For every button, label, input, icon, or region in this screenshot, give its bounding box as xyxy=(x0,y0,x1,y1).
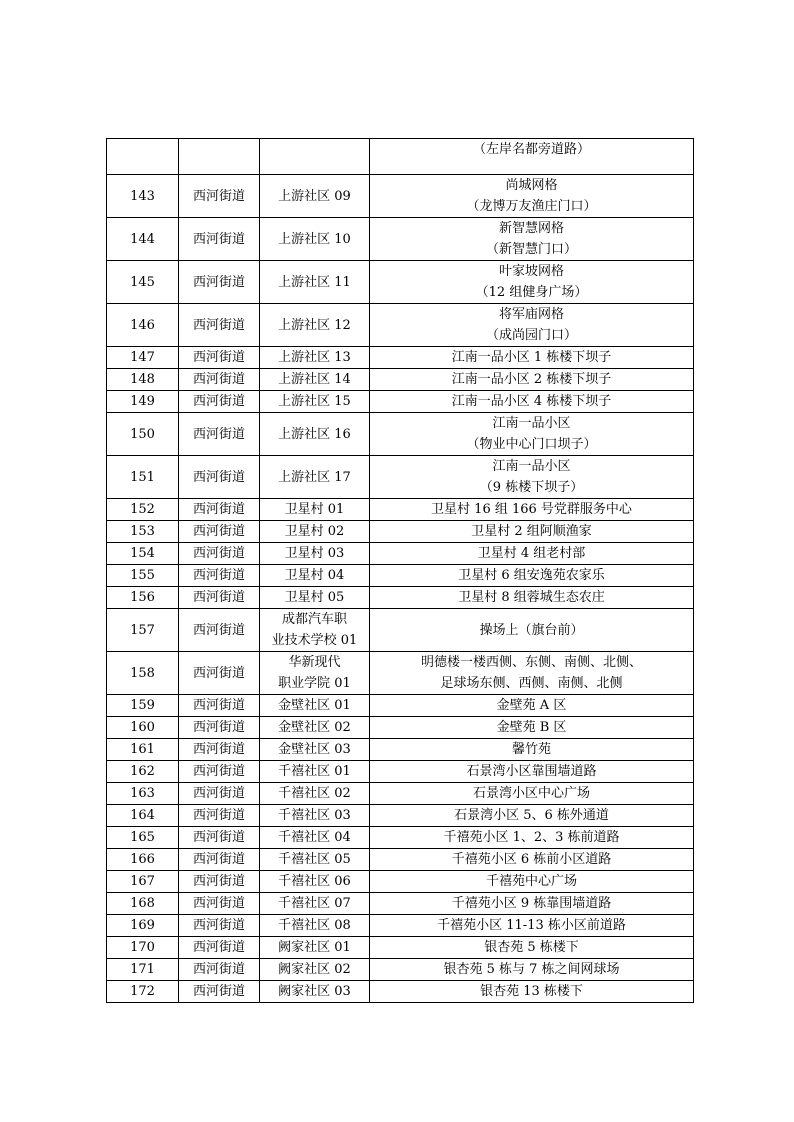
location-cell xyxy=(370,871,694,893)
street-cell: 西河街道 xyxy=(179,849,260,871)
street-cell: 西河街道 xyxy=(179,805,260,827)
street-cell: 西河街道 xyxy=(179,783,260,805)
table-row xyxy=(107,413,694,456)
row-number: 169 xyxy=(107,915,179,937)
location-cell-line: 卫星村 6 组安逸苑农家乐 xyxy=(458,568,605,583)
location-cell xyxy=(370,413,694,456)
row-number: 143 xyxy=(107,175,179,218)
row-number: 149 xyxy=(107,391,179,413)
location-cell-line: 石景湾小区中心广场 xyxy=(472,786,590,801)
community-cell: 上游社区 11 xyxy=(260,261,370,304)
table-row xyxy=(107,543,694,565)
street-cell: 西河街道 xyxy=(179,347,260,369)
location-cell-line: （成尚园门口） xyxy=(485,328,577,343)
location-cell-line: 千禧苑小区 9 栋靠围墙道路 xyxy=(451,896,612,911)
table-row xyxy=(107,218,694,261)
site-table-body xyxy=(107,139,694,1003)
location-cell-line: （左岸名都旁道路） xyxy=(472,142,590,157)
location-cell xyxy=(370,893,694,915)
location-cell xyxy=(370,218,694,261)
location-cell-line: （物业中心门口坝子） xyxy=(466,437,597,452)
row-number: 164 xyxy=(107,805,179,827)
table-row xyxy=(107,805,694,827)
location-cell xyxy=(370,739,694,761)
location-cell xyxy=(370,456,694,499)
location-cell xyxy=(370,849,694,871)
location-cell-line: 江南一品小区 xyxy=(492,416,571,431)
row-number: 148 xyxy=(107,369,179,391)
table-row xyxy=(107,565,694,587)
table-row xyxy=(107,893,694,915)
location-cell-line: 馨竹苑 xyxy=(511,742,551,757)
location-cell xyxy=(370,805,694,827)
street-cell: 西河街道 xyxy=(179,871,260,893)
location-cell-line: 千禧苑中心广场 xyxy=(485,874,577,889)
row-number: 162 xyxy=(107,761,179,783)
table-row xyxy=(107,261,694,304)
street-cell: 西河街道 xyxy=(179,959,260,981)
street-cell: 西河街道 xyxy=(179,218,260,261)
street-cell: 西河街道 xyxy=(179,369,260,391)
community-cell: 卫星村 01 xyxy=(260,499,370,521)
street-cell: 西河街道 xyxy=(179,565,260,587)
location-cell xyxy=(370,391,694,413)
location-cell xyxy=(370,499,694,521)
row-number: 154 xyxy=(107,543,179,565)
location-cell xyxy=(370,139,694,175)
table-row xyxy=(107,521,694,543)
row-number: 166 xyxy=(107,849,179,871)
location-cell-line: 卫星村 16 组 166 号党群服务中心 xyxy=(431,502,632,517)
street-cell: 西河街道 xyxy=(179,827,260,849)
location-cell-line: 金壁苑 B 区 xyxy=(496,720,567,735)
community-cell: 千禧社区 07 xyxy=(260,893,370,915)
table-row xyxy=(107,609,694,652)
street-cell: 西河街道 xyxy=(179,413,260,456)
row-number: 151 xyxy=(107,456,179,499)
community-cell: 卫星村 03 xyxy=(260,543,370,565)
row-number: 165 xyxy=(107,827,179,849)
street-cell: 西河街道 xyxy=(179,739,260,761)
location-cell xyxy=(370,981,694,1003)
community-cell: 阙家社区 01 xyxy=(260,937,370,959)
table-row xyxy=(107,871,694,893)
table-row xyxy=(107,695,694,717)
street-cell: 西河街道 xyxy=(179,652,260,695)
table-row xyxy=(107,391,694,413)
row-number: 161 xyxy=(107,739,179,761)
location-cell-line: 江南一品小区 4 栋楼下坝子 xyxy=(451,394,612,409)
location-cell-line: 明德楼一楼西侧、东侧、南侧、北侧、 xyxy=(420,655,642,670)
community-cell: 上游社区 14 xyxy=(260,369,370,391)
location-cell xyxy=(370,261,694,304)
community-cell xyxy=(260,652,370,695)
location-cell-line: （12 组健身广场） xyxy=(475,285,588,300)
street-cell: 西河街道 xyxy=(179,175,260,218)
row-number: 168 xyxy=(107,893,179,915)
street-cell: 西河街道 xyxy=(179,261,260,304)
table-row xyxy=(107,981,694,1003)
table-row xyxy=(107,175,694,218)
community-cell: 卫星村 04 xyxy=(260,565,370,587)
table-row xyxy=(107,761,694,783)
row-number: 144 xyxy=(107,218,179,261)
row-number: 171 xyxy=(107,959,179,981)
table-row xyxy=(107,783,694,805)
location-cell-line: （新智慧门口） xyxy=(485,242,577,257)
location-cell-line: 新智慧网格 xyxy=(498,221,564,236)
table-row xyxy=(107,849,694,871)
table-row xyxy=(107,937,694,959)
row-number: 155 xyxy=(107,565,179,587)
location-cell xyxy=(370,783,694,805)
community-cell: 卫星村 02 xyxy=(260,521,370,543)
street-cell: 西河街道 xyxy=(179,587,260,609)
location-cell-line: 尚城网格 xyxy=(505,178,558,193)
location-cell xyxy=(370,521,694,543)
community-cell-line: 职业学院 01 xyxy=(278,676,351,691)
row-number: 147 xyxy=(107,347,179,369)
location-cell xyxy=(370,304,694,347)
community-cell: 卫星村 05 xyxy=(260,587,370,609)
row-number: 145 xyxy=(107,261,179,304)
street-cell: 西河街道 xyxy=(179,609,260,652)
community-cell: 上游社区 16 xyxy=(260,413,370,456)
row-number: 170 xyxy=(107,937,179,959)
community-cell: 金壁社区 02 xyxy=(260,717,370,739)
community-cell xyxy=(260,609,370,652)
location-cell-line: 石景湾小区靠围墙道路 xyxy=(466,764,597,779)
table-row xyxy=(107,369,694,391)
location-cell-line: 操场上（旗台前） xyxy=(479,622,584,638)
location-cell xyxy=(370,652,694,695)
community-cell: 千禧社区 04 xyxy=(260,827,370,849)
location-cell xyxy=(370,937,694,959)
location-cell-line: 将军庙网格 xyxy=(498,307,564,322)
table-row xyxy=(107,739,694,761)
table-row xyxy=(107,347,694,369)
location-cell xyxy=(370,587,694,609)
location-cell-line: 银杏苑 5 栋楼下 xyxy=(484,940,579,955)
street-cell: 西河街道 xyxy=(179,499,260,521)
row-number: 172 xyxy=(107,981,179,1003)
table-row xyxy=(107,915,694,937)
location-cell-line: 千禧苑小区 6 栋前小区道路 xyxy=(451,852,612,867)
location-cell-line: 银杏苑 5 栋与 7 栋之间网球场 xyxy=(443,962,620,977)
location-cell-line: 石景湾小区 5、6 栋外通道 xyxy=(454,808,609,823)
street-cell xyxy=(179,139,260,175)
row-number: 159 xyxy=(107,695,179,717)
street-cell: 西河街道 xyxy=(179,761,260,783)
community-cell-line: 成都汽车职 xyxy=(281,612,347,627)
table-row xyxy=(107,827,694,849)
location-cell-line: 银杏苑 13 栋楼下 xyxy=(480,984,583,999)
location-cell xyxy=(370,827,694,849)
location-cell-line: 卫星村 8 组蓉城生态农庄 xyxy=(458,590,605,605)
street-cell: 西河街道 xyxy=(179,981,260,1003)
row-number: 150 xyxy=(107,413,179,456)
location-cell xyxy=(370,717,694,739)
street-cell: 西河街道 xyxy=(179,391,260,413)
table-row xyxy=(107,499,694,521)
community-cell: 阙家社区 03 xyxy=(260,981,370,1003)
location-cell-line: 江南一品小区 xyxy=(492,459,571,474)
location-cell xyxy=(370,761,694,783)
street-cell: 西河街道 xyxy=(179,893,260,915)
location-cell-line: （龙博万友渔庄门口） xyxy=(466,199,597,214)
community-cell: 上游社区 09 xyxy=(260,175,370,218)
location-cell-line: 卫星村 4 组老村部 xyxy=(477,546,586,561)
table-row xyxy=(107,456,694,499)
site-table xyxy=(106,138,694,1003)
street-cell: 西河街道 xyxy=(179,456,260,499)
community-cell: 上游社区 13 xyxy=(260,347,370,369)
street-cell: 西河街道 xyxy=(179,304,260,347)
location-cell xyxy=(370,695,694,717)
row-number: 160 xyxy=(107,717,179,739)
location-cell-line: 江南一品小区 1 栋楼下坝子 xyxy=(451,350,612,365)
location-cell-line: 卫星村 2 组阿顺渔家 xyxy=(471,524,592,539)
location-cell xyxy=(370,175,694,218)
community-cell: 上游社区 12 xyxy=(260,304,370,347)
community-cell: 千禧社区 08 xyxy=(260,915,370,937)
street-cell: 西河街道 xyxy=(179,717,260,739)
community-cell: 金壁社区 03 xyxy=(260,739,370,761)
table-row xyxy=(107,717,694,739)
community-cell: 上游社区 17 xyxy=(260,456,370,499)
table-row xyxy=(107,652,694,695)
row-number: 152 xyxy=(107,499,179,521)
community-cell: 上游社区 10 xyxy=(260,218,370,261)
location-cell-line: 足球场东侧、西侧、南侧、北侧 xyxy=(440,676,623,691)
community-cell: 千禧社区 06 xyxy=(260,871,370,893)
location-cell xyxy=(370,915,694,937)
community-cell: 阙家社区 02 xyxy=(260,959,370,981)
community-cell: 千禧社区 05 xyxy=(260,849,370,871)
location-cell xyxy=(370,369,694,391)
table-row xyxy=(107,139,694,175)
community-cell-line: 业技术学校 01 xyxy=(271,633,358,648)
community-cell: 千禧社区 02 xyxy=(260,783,370,805)
community-cell: 上游社区 15 xyxy=(260,391,370,413)
location-cell xyxy=(370,565,694,587)
table-row xyxy=(107,587,694,609)
community-cell xyxy=(260,139,370,175)
row-number: 167 xyxy=(107,871,179,893)
location-cell xyxy=(370,543,694,565)
street-cell: 西河街道 xyxy=(179,695,260,717)
location-cell xyxy=(370,959,694,981)
street-cell: 西河街道 xyxy=(179,915,260,937)
location-cell-line: 叶家坡网格 xyxy=(498,264,564,279)
table-row xyxy=(107,304,694,347)
location-cell-line: 江南一品小区 2 栋楼下坝子 xyxy=(451,372,612,387)
location-cell-line: （9 栋楼下坝子） xyxy=(479,480,584,495)
row-number: 146 xyxy=(107,304,179,347)
community-cell: 千禧社区 01 xyxy=(260,761,370,783)
row-number: 153 xyxy=(107,521,179,543)
row-number: 158 xyxy=(107,652,179,695)
community-cell: 金壁社区 01 xyxy=(260,695,370,717)
row-number: 157 xyxy=(107,609,179,652)
street-cell: 西河街道 xyxy=(179,937,260,959)
community-cell-line: 华新现代 xyxy=(288,655,341,670)
location-cell-line: 千禧苑小区 1、2、3 栋前道路 xyxy=(443,830,620,845)
row-number xyxy=(107,139,179,175)
street-cell: 西河街道 xyxy=(179,521,260,543)
row-number: 163 xyxy=(107,783,179,805)
community-cell: 千禧社区 03 xyxy=(260,805,370,827)
location-cell-line: 千禧苑小区 11-13 栋小区前道路 xyxy=(437,918,626,933)
street-cell: 西河街道 xyxy=(179,543,260,565)
location-cell xyxy=(370,347,694,369)
table-row xyxy=(107,959,694,981)
location-cell xyxy=(370,609,694,652)
location-cell-line: 金壁苑 A 区 xyxy=(496,698,567,713)
row-number: 156 xyxy=(107,587,179,609)
